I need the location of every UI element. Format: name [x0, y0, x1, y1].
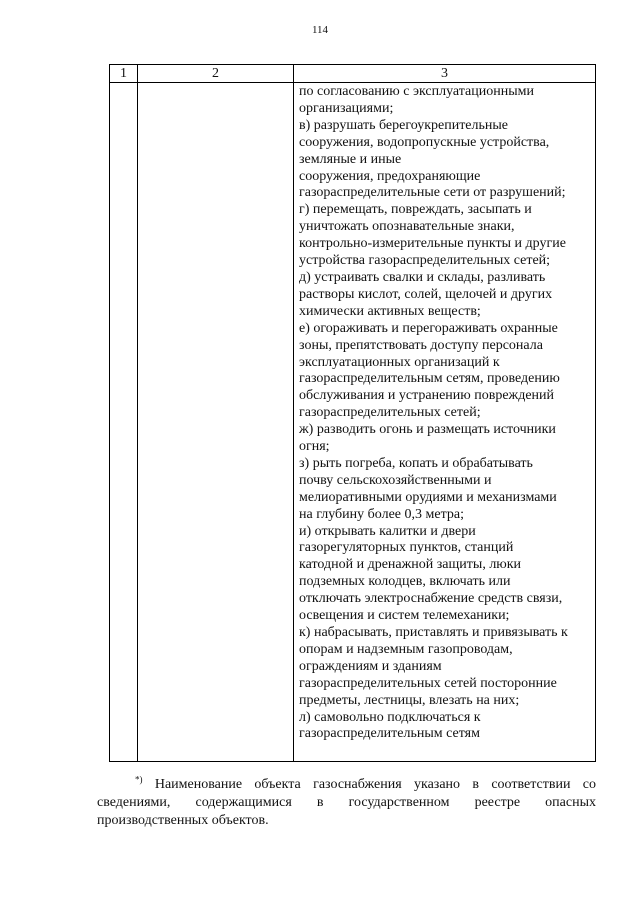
- text-line: зоны, препятствовать доступу персонала: [299, 337, 543, 353]
- text-line: отключать электроснабжение средств связи,: [299, 591, 563, 607]
- text-line: почву сельскохозяйственными и: [299, 472, 492, 488]
- column-header-3: 3: [294, 65, 596, 83]
- column-2-cell: [138, 83, 294, 762]
- column-header-2: 2: [138, 65, 294, 83]
- text-line: подземных колодцев, включать или: [299, 574, 511, 590]
- footnote-text-1: Наименование объекта газоснабжения указано в соответствии со: [154, 777, 596, 792]
- text-line: з) рыть погреба, копать и обрабатывать: [299, 455, 533, 471]
- restrictions-text: [294, 83, 595, 743]
- text-line: земляные и иные: [299, 151, 402, 167]
- column-1-cell: [110, 83, 138, 762]
- text-line: опорам и надземным газопроводам,: [299, 641, 513, 657]
- text-line: мелиоративными орудиями и механизмами: [299, 489, 557, 505]
- text-line: обслуживания и устранению повреждений: [299, 388, 555, 404]
- text-line: растворы кислот, солей, щелочей и других: [299, 286, 553, 302]
- text-line: и) открывать калитки и двери: [299, 523, 476, 539]
- table-row: [110, 83, 596, 762]
- text-line: эксплуатационных организаций к: [299, 354, 500, 370]
- text-line: в) разрушать берегоукрепительные: [299, 117, 509, 133]
- text-line: огня;: [299, 439, 330, 455]
- text-line: д) устраивать свалки и склады, разливать: [299, 269, 546, 285]
- text-line: ограждениям и зданиям: [299, 658, 442, 674]
- column-header-1: 1: [110, 65, 138, 83]
- page-number: 114: [311, 24, 329, 36]
- text-line: л) самовольно подключаться к: [299, 709, 481, 725]
- text-line: газораспределительные сети от разрушений;: [299, 185, 566, 201]
- text-line: организациями;: [299, 100, 394, 116]
- column-3-cell: [294, 83, 596, 762]
- text-line: уничтожать опознавательные знаки,: [299, 219, 515, 235]
- text-line: газораспределительным сетям: [299, 726, 480, 742]
- text-line: контрольно-измерительные пункты и другие: [299, 236, 566, 252]
- text-line: газораспределительных сетей посторонние: [299, 675, 557, 691]
- text-line: сооружения, водопропускные устройства,: [299, 134, 550, 150]
- text-line: по согласованию с эксплуатационными: [299, 84, 534, 99]
- footnote-line-1: [97, 776, 596, 794]
- text-line: е) огораживать и перегораживать охранные: [299, 320, 558, 336]
- text-line: катодной и дренажной защиты, люки: [299, 557, 522, 573]
- text-line: г) перемещать, повреждать, засыпать и: [299, 202, 532, 218]
- text-line: на глубину более 0,3 метра;: [299, 506, 464, 522]
- footnote-marker: *): [135, 774, 143, 785]
- text-line: сооружения, предохраняющие: [299, 168, 481, 184]
- text-line: к) набрасывать, приставлять и привязывать к: [299, 625, 568, 640]
- footnote: [97, 776, 596, 830]
- text-line: химически активных веществ;: [299, 303, 481, 319]
- footnote-line-2: сведениями, содержащимися в государственном реестре опасных: [97, 795, 596, 810]
- text-line: устройства газораспределительных сетей;: [299, 253, 551, 269]
- document-table: [109, 64, 596, 762]
- text-line: газораспределительных сетей;: [299, 405, 481, 421]
- text-line: газорегуляторных пунктов, станций: [299, 540, 514, 556]
- footnote-line-3: производственных объектов.: [97, 813, 269, 828]
- text-line: освещения и систем телемеханики;: [299, 608, 510, 624]
- table-header-row: [110, 65, 596, 83]
- text-line: газораспределительным сетям, проведению: [299, 371, 560, 387]
- text-line: ж) разводить огонь и размещать источники: [299, 422, 556, 438]
- text-line: предметы, лестницы, влезать на них;: [299, 692, 520, 708]
